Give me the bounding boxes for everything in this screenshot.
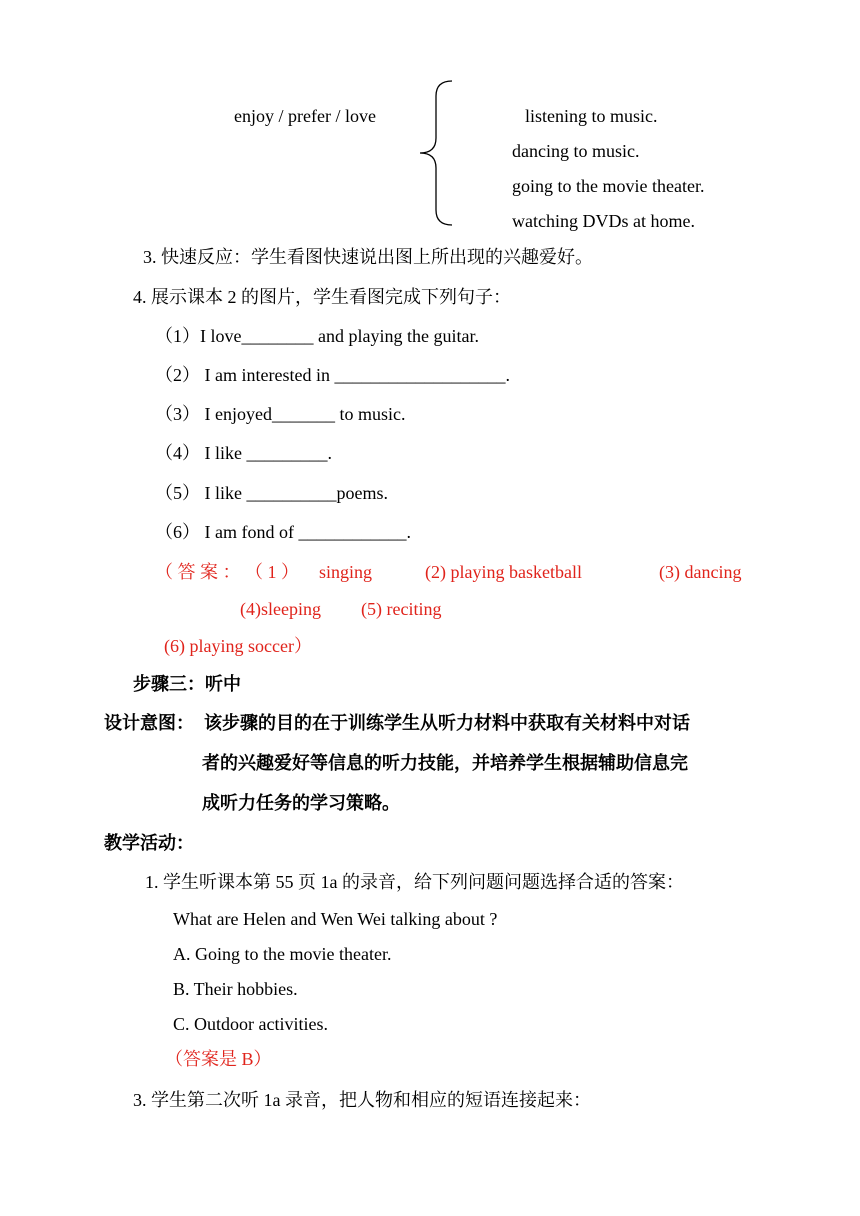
section-heading: 步骤三：听中 <box>133 674 241 694</box>
question-text: What are Helen and Wen Wei talking about ? <box>173 909 498 929</box>
choice-c: C. Outdoor activities. <box>173 1014 328 1034</box>
answer-b: （答案是 B） <box>165 1049 272 1069</box>
choice-b: B. Their hobbies. <box>173 979 298 999</box>
answer-2: (2) playing basketball <box>425 562 582 582</box>
design-intent-label: 设计意图： <box>104 713 194 733</box>
option-item: dancing to music. <box>512 141 640 161</box>
answer-5: (5) reciting <box>361 599 442 619</box>
exercise-sentence: （4） I like _________. <box>155 443 332 463</box>
exercise-sentence: （3） I enjoyed_______ to music. <box>155 404 406 424</box>
answer-3: (3) dancing <box>659 562 742 582</box>
option-item: going to the movie theater. <box>512 176 705 196</box>
answer-6: (6) playing soccer） <box>164 636 312 656</box>
choice-a: A. Going to the movie theater. <box>173 944 392 964</box>
activity-3-text: 3. 学生第二次听 1a 录音，把人物和相应的短语连接起来： <box>133 1090 591 1110</box>
verb-options: enjoy / prefer / love <box>234 106 376 126</box>
exercise-sentence: （2） I am interested in ___________________. <box>155 365 510 385</box>
exercise-sentence: （6） I am fond of ____________. <box>155 522 411 542</box>
step-3-text: 3. 快速反应：学生看图快速说出图上所出现的兴趣爱好。 <box>143 247 593 267</box>
design-intent-line: 成听力任务的学习策略。 <box>202 793 400 813</box>
answer-4: (4)sleeping <box>240 599 321 619</box>
design-intent-line: 者的兴趣爱好等信息的听力技能，并培养学生根据辅助信息完 <box>202 753 688 773</box>
answer-prefix: （ 答 案 ： （ 1 ） <box>155 562 299 582</box>
activities-heading: 教学活动： <box>104 833 194 853</box>
activity-1-text: 1. 学生听课本第 55 页 1a 的录音，给下列问题问题选择合适的答案： <box>145 872 684 892</box>
design-intent-line: 该步骤的目的在于训练学生从听力材料中获取有关材料中对话 <box>204 713 690 733</box>
exercise-sentence: （5） I like __________poems. <box>155 483 388 503</box>
option-item: watching DVDs at home. <box>512 211 695 231</box>
step-4-text: 4. 展示课本 2 的图片，学生看图完成下列句子： <box>133 287 511 307</box>
option-item: listening to music. <box>525 106 658 126</box>
curly-brace <box>416 80 456 226</box>
answer-1: singing <box>319 562 373 582</box>
exercise-sentence: （1）I love________ and playing the guitar. <box>155 326 479 346</box>
